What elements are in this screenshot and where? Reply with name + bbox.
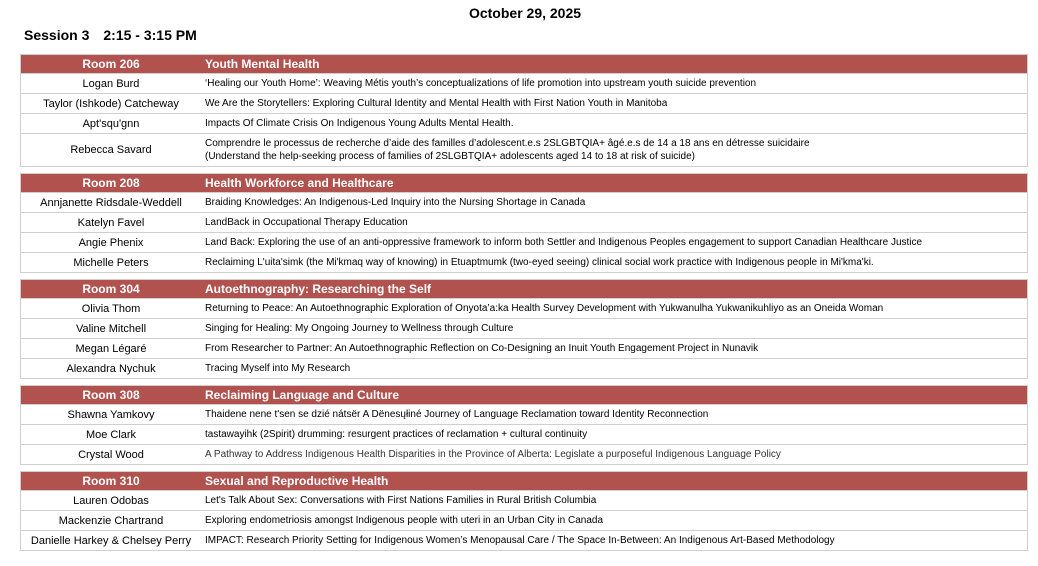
room-theme: Youth Mental Health (205, 57, 320, 71)
presenter-name: Angie Phenix (78, 236, 144, 249)
presentation-row (21, 424, 1027, 444)
presentation-title (201, 531, 1027, 550)
presenter-name: Logan Burd (82, 77, 140, 90)
presentation-title (201, 445, 1027, 464)
room-theme: Autoethnography: Researching the Self (205, 282, 432, 296)
presentation-row (21, 490, 1027, 510)
presenter-name: Lauren Odobas (73, 494, 149, 507)
presentation-title (201, 233, 1027, 252)
title-line: Exploring endometriosis amongst Indigenous people with uteri in an Urban City in Canada (205, 515, 604, 526)
room-number: Room 308 (82, 388, 140, 402)
presentation-title (201, 114, 1027, 133)
presenter-name: Valine Mitchell (75, 322, 147, 335)
presentation-title (201, 253, 1027, 272)
presentation-title (201, 213, 1027, 232)
presenter-name: Rebecca Savard (70, 144, 152, 156)
presentation-row (21, 358, 1027, 378)
title-line: Returning to Peace: An Autoethnographic Exploration of Onyota’a:ka Health Survey Development with Yukwanulha Yukwanikuhliyo as an Oneida Woman (205, 303, 884, 314)
presentation-title (201, 405, 1027, 424)
presenter-name: Megan Légaré (75, 342, 147, 355)
title-line: A Pathway to Address Indigenous Health Disparities in the Province of Alberta: Legislate a purposeful Indigenous Language Policy (205, 449, 781, 460)
room-block (20, 54, 1028, 167)
presentation-row (21, 404, 1027, 424)
presenter-name: Olivia Thom (81, 302, 141, 315)
presentation-title (201, 94, 1027, 113)
presentation-title (201, 359, 1027, 378)
title-line: From Researcher to Partner: An Autoethnographic Reflection on Co-Designing an Inuit Youth Engagement Project in Nunavik (205, 343, 759, 354)
room-theme: Sexual and Reproductive Health (205, 474, 389, 488)
presentation-title (201, 134, 1027, 166)
presentation-row (21, 252, 1027, 272)
presentation-title (201, 193, 1027, 212)
presentation-title (201, 339, 1027, 358)
room-header (21, 472, 1027, 490)
presenter-name: Annjanette Ridsdale-Weddell (40, 196, 182, 209)
presenter-name: Taylor (Ishkode) Catcheway (43, 97, 179, 110)
presenter-name: Alexandra Nychuk (66, 362, 156, 375)
presentation-row (21, 232, 1027, 252)
title-line: Land Back: Exploring the use of an anti-oppressive framework to inform both Settler and Indigenous Peoples engagement to support Canadian Healthcare Justice (205, 237, 923, 248)
room-theme: Health Workforce and Healthcare (205, 176, 394, 190)
presentation-row (21, 113, 1027, 133)
presentation-row (21, 530, 1027, 550)
room-header (21, 55, 1027, 73)
schedule (20, 54, 1028, 557)
room-block (20, 385, 1028, 465)
presenter-name: Mackenzie Chartrand (58, 514, 164, 527)
title-line: Reclaiming L'uita'simk (the Mi'kmaq way of knowing) in Etuaptmumk (two-eyed seeing) clinical social work practice with Indigenous people in Mi'kma'ki. (205, 257, 874, 268)
room-block (20, 471, 1028, 551)
session-time: 2:15 - 3:15 PM (103, 27, 197, 43)
title-line: Braiding Knowledges: An Indigenous-Led Inquiry into the Nursing Shortage in Canada (205, 197, 586, 208)
presentation-row (21, 444, 1027, 464)
session-label: Session 3 (24, 27, 90, 43)
presenter-name: Danielle Harkey & Chelsey Perry (30, 534, 192, 547)
presentation-title (201, 299, 1027, 318)
title-line: Thaidene nene t'sen se dzié nátsër A Dënesųłiné Journey of Language Reclamation toward Identity Reconnection (205, 409, 709, 420)
presentation-row (21, 298, 1027, 318)
presentation-title (201, 511, 1027, 530)
presentation-row (21, 338, 1027, 358)
room-theme: Reclaiming Language and Culture (205, 388, 400, 402)
room-block (20, 173, 1028, 273)
room-header (21, 386, 1027, 404)
presentation-row (21, 73, 1027, 93)
room-number: Room 310 (82, 474, 140, 488)
title-line: Singing for Healing: My Ongoing Journey to Wellness through Culture (205, 323, 514, 334)
presentation-row (21, 133, 1027, 166)
title-line: (Understand the help-seeking process of families of 2SLGBTQIA+ adolescents aged 14 to 18 at risk of suicide) (205, 151, 695, 162)
title-line: LandBack in Occupational Therapy Education (205, 217, 408, 228)
presentation-title (201, 425, 1027, 444)
page-date: October 29, 2025 (468, 5, 582, 21)
presentation-row (21, 93, 1027, 113)
session-heading (24, 27, 197, 43)
title-line: Tracing Myself into My Research (205, 363, 351, 374)
presenter-name: Moe Clark (85, 428, 137, 441)
room-header (21, 280, 1027, 298)
presentation-title (201, 491, 1027, 510)
title-line: ‘Healing our Youth Home’: Weaving Métis youth’s conceptualizations of life promotion into upstream youth suicide prevention (205, 78, 757, 89)
presentation-row (21, 510, 1027, 530)
title-line: IMPACT: Research Priority Setting for Indigenous Women’s Menopausal Care / The Space In-Between: An Indigenous Art-Based Methodology (205, 535, 835, 546)
room-block (20, 279, 1028, 379)
room-header (21, 174, 1027, 192)
title-line: We Are the Storytellers: Exploring Cultural Identity and Mental Health with First Nation Youth in Manitoba (205, 98, 668, 109)
title-line: Let's Talk About Sex: Conversations with First Nations Families in Rural British Columbia (205, 495, 597, 506)
room-number: Room 304 (82, 282, 140, 296)
presentation-row (21, 192, 1027, 212)
title-line: Impacts Of Climate Crisis On Indigenous Young Adults Mental Health. (205, 118, 514, 129)
presentation-title (201, 74, 1027, 93)
presentation-row (21, 318, 1027, 338)
title-line: tastawayihk (2Spirit) drumming: resurgent practices of reclamation + cultural continuity (205, 429, 588, 440)
title-line: Comprendre le processus de recherche d’aide des familles d’adolescent.e.s 2SLGBTQIA+ âgé.e.s de 14 a 18 ans en détresse suicidaire (205, 138, 810, 149)
presenter-name: Apt'squ'gnn (82, 117, 140, 130)
presenter-name: Katelyn Favel (77, 216, 145, 229)
presenter-name: Michelle Peters (73, 256, 149, 269)
presenter-name: Crystal Wood (78, 448, 144, 461)
presentation-title (201, 319, 1027, 338)
room-number: Room 208 (82, 176, 140, 190)
room-number: Room 206 (82, 57, 140, 71)
presenter-name: Shawna Yamkovy (67, 408, 155, 421)
presentation-row (21, 212, 1027, 232)
